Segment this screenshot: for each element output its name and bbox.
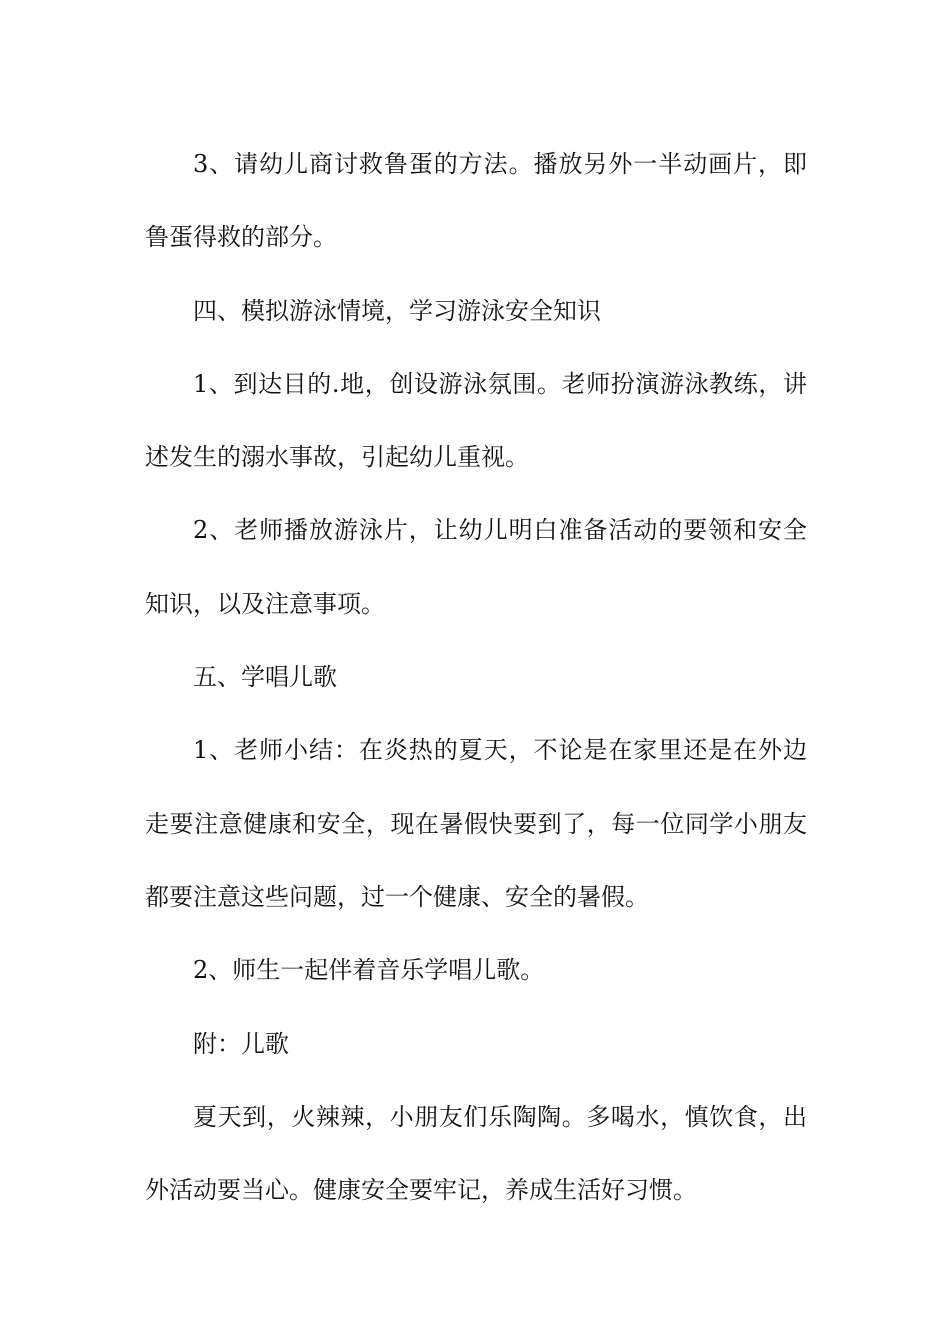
paragraph-step-1-summary: 1、老师小结：在炎热的夏天，不论是在家里还是在外边走要注意健康和安全，现在暑假快要到了，每一位同学小朋友都要注意这些问题，过一个健康、安全的暑假。 [145,736,807,911]
paragraph-step-3-rescue: 3、请幼儿商讨救鲁蛋的方法。播放另外一半动画片，即鲁蛋得救的部分。 [145,150,807,252]
paragraph-step-2-swimming: 2、老师播放游泳片，让幼儿明白准备活动的要领和安全知识，以及注意事项。 [145,516,807,618]
paragraph-step-1-swimming: 1、到达目的.地，创设游泳氛围。老师扮演游泳教练，讲述发生的溺水事故，引起幼儿重视。 [145,369,807,472]
song-lyrics: 夏天到，火辣辣，小朋友们乐陶陶。多喝水，慎饮食，出外活动要当心。健康安全要牢记，养成生活好习惯。 [145,1102,807,1205]
document-body [145,128,807,1227]
section-heading-swimming: 四、模拟游泳情境，学习游泳安全知识 [193,296,601,325]
section-heading-song: 五、学唱儿歌 [193,663,337,692]
appendix-heading: 附：儿歌 [193,1029,289,1058]
paragraph-step-2-sing: 2、师生一起伴着音乐学唱儿歌。 [193,956,545,985]
